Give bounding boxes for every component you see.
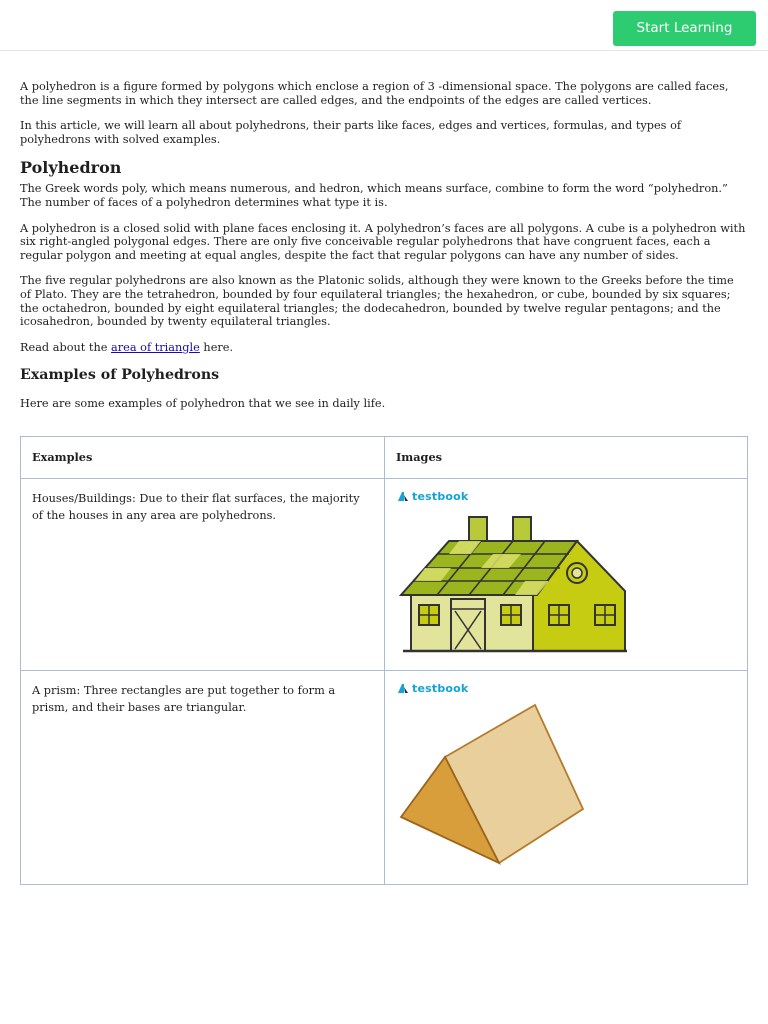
heading-examples: Examples of Polyhedrons [20,367,220,384]
table-row [21,479,748,671]
testbook-logo [397,489,735,503]
house-illustration [397,507,633,655]
paragraph-greek-words: The Greek words poly, which means numerous, and hedron, which means surface, combine to form the word “polyhedron.” The number of faces of a polyhedron determines what type it is. [20,182,728,209]
top-bar [0,0,768,51]
testbook-logo-icon [397,683,409,694]
header-images: Images [385,437,748,479]
read-about-paragraph [20,341,748,355]
testbook-logo [397,681,735,695]
area-of-triangle-link[interactable]: area of triangle [111,340,200,354]
example-text-prism: A prism: Three rectangles are put together to form a prism, and their bases are triangular. [21,671,385,885]
examples-table [20,436,748,885]
paragraph-platonic-solids: The five regular polyhedrons are also known as the Platonic solids, although they were known to the Greeks before the time of Plato. They are the tetrahedron, bounded by four equilateral triangles; the hexahedron, or cube, bounded by six squares; the octahedron, bounded by eight equilateral triangles; the dodecahedron, bounded by twelve regular pentagons; and the icosahedron, bounded by twenty equilateral triangles. [20,274,734,329]
article-content [20,80,748,423]
read-about-prefix: Read about the [20,340,112,354]
paragraph-examples-intro: Here are some examples of polyhedron that we see in daily life. [20,397,386,411]
testbook-logo-icon [397,491,409,502]
header-examples: Examples [21,437,385,479]
read-about-suffix: here. [199,340,234,354]
example-text-houses: Houses/Buildings: Due to their flat surfaces, the majority of the houses in any area are polyhedrons. [21,479,385,671]
table-row [21,671,748,885]
image-cell-prism [385,671,748,885]
testbook-logo-text: testbook [412,489,469,503]
start-learning-button[interactable]: Start Learning [613,11,756,46]
table-header-row [21,437,748,479]
triangular-prism-illustration [397,699,597,869]
testbook-logo-text: testbook [412,681,469,695]
image-cell-house [385,479,748,671]
intro-paragraph-1: A polyhedron is a figure formed by polygons which enclose a region of 3 -dimensional space. The polygons are called faces, the line segments in which they intersect are called edges, and the endpoints of the edges are called vertices. [20,80,729,107]
paragraph-closed-solid: A polyhedron is a closed solid with plane faces enclosing it. A polyhedron’s faces are all polygons. A cube is a polyhedron with six right-angled polygonal edges. There are only five conceivable regular polyhedrons that have congruent faces, each a regular polygon and meeting at equal angles, despite the fact that regular polygons can have any number of sides. [20,221,746,262]
intro-paragraph-2: In this article, we will learn all about polyhedrons, their parts like faces, edges and vertices, formulas, and types of polyhedrons with solved examples. [20,119,682,146]
heading-polyhedron: Polyhedron [20,158,122,178]
